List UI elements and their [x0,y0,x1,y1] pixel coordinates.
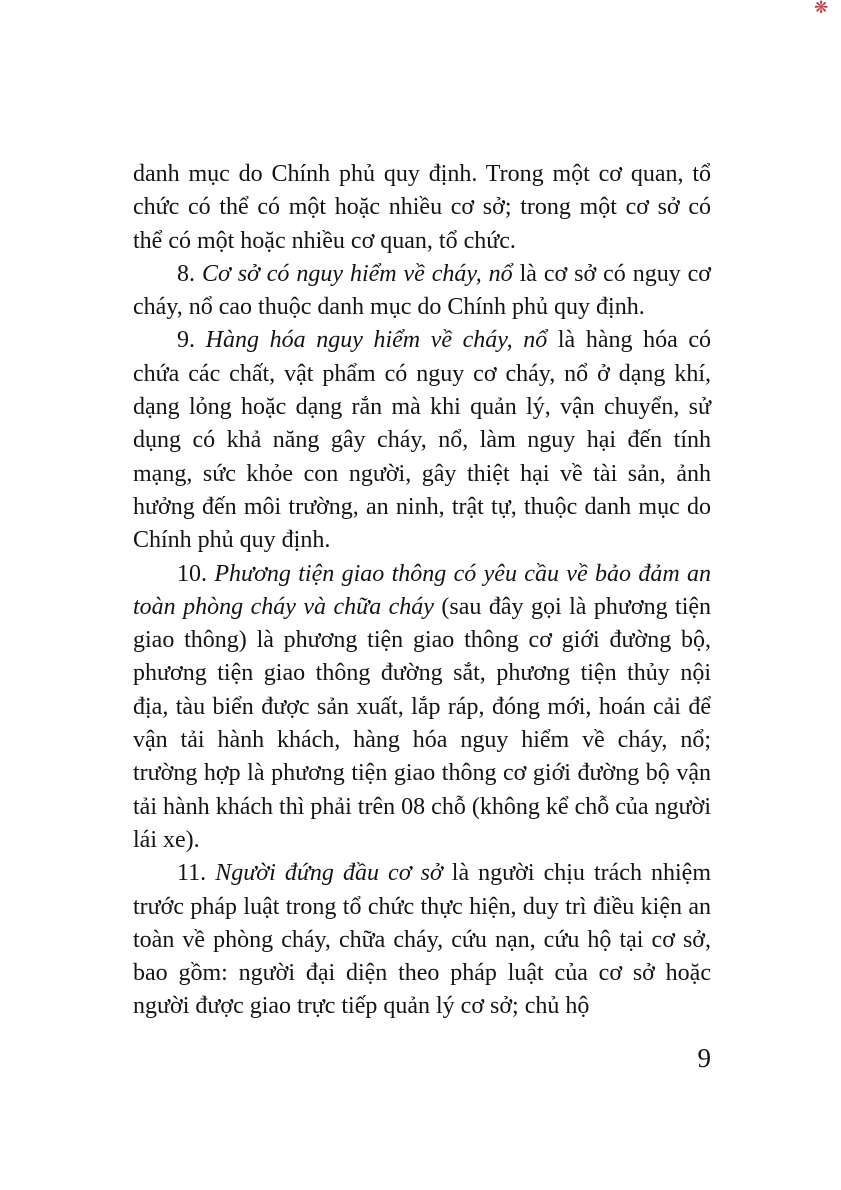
clause-text: là hàng hóa có chứa các chất, vật phẩm có nguy cơ cháy, nổ ở dạng khí, dạng lỏng hoặc dạng rắn mà khi quản lý, vận chuyển, sử dụng có khả năng gây cháy, nổ, làm nguy hại đến tính mạng, sức khỏe con người, gây thiệt hại về tài sản, ảnh hưởng đến môi trường, an ninh, trật tự, thuộc danh mục do Chính phủ quy định. [133,327,712,554]
clause-11 [133,857,711,1023]
red-flower-icon: ❋ [814,0,829,17]
clause-7-continuation [133,158,711,258]
clause-9 [133,324,711,557]
clause-10 [133,558,711,858]
page-number: 9 [697,1043,711,1073]
clause-defined-term: Hàng hóa nguy hiểm về cháy, nổ [205,327,558,354]
page-body-text [133,158,711,1024]
clause-8 [133,258,711,325]
clause-defined-term: Cơ sở có nguy hiểm về cháy, nổ [201,260,520,287]
clause-text: danh mục do Chính phủ quy định. Trong một cơ quan, tổ chức có thể có một hoặc nhiều cơ sở; trong một cơ sở có thể có một hoặc nhiều cơ quan, tổ chức. [133,161,711,254]
clause-number: 11. [177,860,216,887]
clause-number: 9. [177,327,206,354]
clause-number: 10. [177,560,215,587]
clause-text: là cơ sở có nguy cơ cháy, nổ cao thuộc danh mục do Chính phủ quy định. [133,260,711,321]
clause-defined-term: Người đứng đầu cơ sở [215,860,452,887]
clause-defined-term: Phương tiện giao thông có yêu cầu về bảo đảm an toàn phòng cháy và chữa cháy [133,560,711,620]
clause-number: 8. [177,260,202,287]
clause-text: (sau đây gọi là phương tiện giao thông) là phương tiện giao thông cơ giới đường bộ, phương tiện giao thông đường sắt, phương tiện thủy nội địa, tàu biển được sản xuất, lắp ráp, đóng mới, hoán cải để vận tải hành khách, hàng hóa nguy hiểm về cháy, nổ; trường hợp là phương tiện giao thông cơ giới đường bộ vận tải hành khách thì phải trên 08 chỗ (không kể chỗ của người lái xe). [133,593,712,853]
clause-text: là người chịu trách nhiệm trước pháp luật trong tổ chức thực hiện, duy trì điều kiện an toàn về phòng cháy, chữa cháy, cứu nạn, cứu hộ tại cơ sở, bao gồm: người đại diện theo pháp luật của cơ sở hoặc người được giao trực tiếp quản lý cơ sở; chủ hộ [133,860,711,1020]
